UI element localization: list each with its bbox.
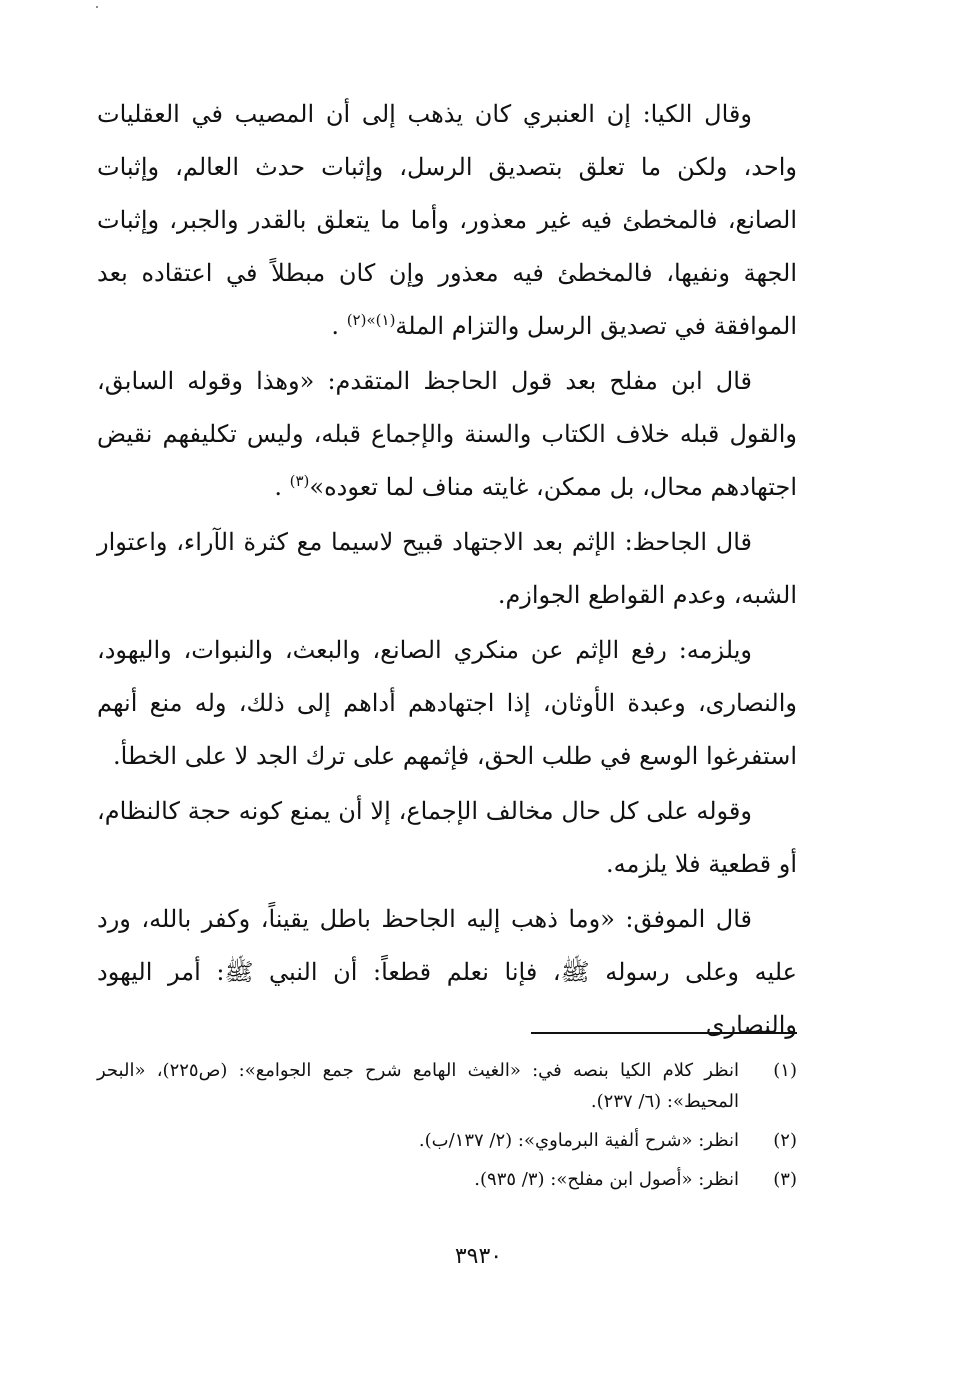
footnote-2-text: انظر: «شرح ألفية البرماوي»: (٢/ ١٣٧/ب). (418, 1130, 739, 1151)
footnote-2-number: (٢) (773, 1130, 797, 1151)
main-text (97, 88, 797, 1054)
paragraph-4: ويلزمه: رفع الإثم عن منكري الصانع، والبعث، والنبوات، واليهود، والنصارى، وعبدة الأوثان، إذا اجتهادهم أداهم إلى ذلك، وله منع أنهم استفرغوا الوسع في طلب الحق، فإثمهم على ترك الجد لا على الخطأ. (97, 636, 797, 770)
page-number: ٣٩٣٠ (454, 1244, 503, 1269)
footnote-refs-1-2: (١)»(٢) (346, 311, 396, 329)
paragraph-5: وقوله على كل حال مخالف الإجماع، إلا أن يمنع كونه حجة كالنظام، أو قطعية فلا يلزمه. (97, 797, 797, 878)
paragraph-2-end: . (274, 473, 290, 501)
footnote-3-text: انظر: «أصول ابن مفلح»: (٣/ ٩٣٥). (474, 1169, 739, 1190)
footnote-1-number: (١) (773, 1060, 797, 1081)
paragraph-1-text: وقال الكيا: إن العنبري كان يذهب إلى أن المصيب في العقليات واحد، ولكن ما تعلق بتصديق الرسل، وإثبات حدث العالم، وإثبات الصانع، فالمخطئ فيه غير معذور، وأما ما يتعلق بالقدر والجبر، وإثبات الجهة ونفيها، فالمخطئ فيه معذور وإن كان مبطلاً في اعتقاده بعد الموافقة في تصديق الرسل والتزام الملة (97, 100, 797, 340)
paragraph-3: قال الجاحظ: الإثم بعد الاجتهاد قبيح لاسيما مع كثرة الآراء، واعتوار الشبه، وعدم القواطع الجوازم. (97, 528, 797, 609)
scan-speck (96, 6, 98, 8)
footnote-separator (531, 1032, 797, 1034)
paragraph-2 (97, 355, 797, 514)
paragraph-1 (97, 88, 797, 353)
footnote-1-text: انظر كلام الكيا بنصه في: «الغيث الهامع شرح جمع الجوامع»: (ص٢٢٥)، «البحر المحيط»: (٦/ ٢٣٧). (97, 1060, 739, 1112)
footnotes (97, 1055, 797, 1203)
paragraph-6: قال الموفق: «وما ذهب إليه الجاحظ باطل يقيناً، وكفر بالله، ورد عليه وعلى رسوله ﷺ، فإنا نعلم قطعاً: أن النبي ﷺ: أمر اليهود والنصارى (97, 905, 798, 1039)
footnote-3-number: (٣) (773, 1169, 797, 1190)
paragraph-2-text: قال ابن مفلح بعد قول الحاجظ المتقدم: «وهذا وقوله السابق، والقول قبله خلاف الكتاب والسنة والإجماع قبله، وليس تكليفهم نقيض اجتهادهم محال، بل ممكن، غايته مناف لما تعوده» (97, 367, 797, 501)
footnote-ref-3: (٣) (289, 472, 310, 490)
paragraph-1-end: . (331, 312, 347, 340)
footnote-2 (97, 1125, 797, 1156)
footnote-1 (97, 1055, 797, 1117)
footnote-3 (97, 1164, 797, 1195)
